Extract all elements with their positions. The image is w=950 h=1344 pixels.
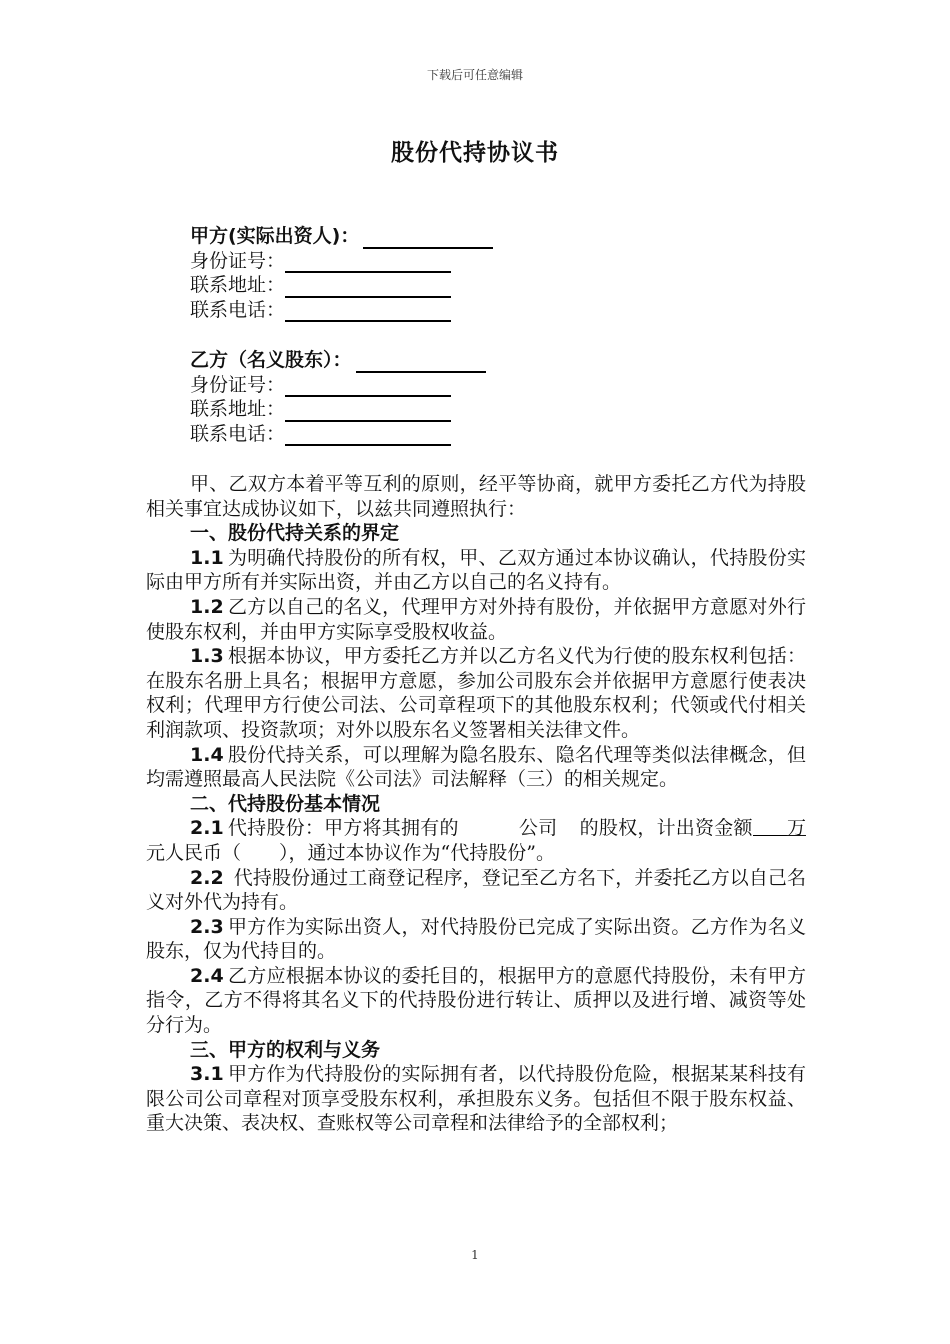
party-b-block xyxy=(190,348,486,446)
document-title: 股份代持协议书 xyxy=(391,140,559,166)
amount-blank xyxy=(753,817,787,839)
section-1-heading: 一、股份代持关系的界定 xyxy=(190,522,400,545)
party-a-phone-label: 联系电话： xyxy=(190,298,286,321)
clause-text-part: 的股权，计出资金额 xyxy=(579,817,753,840)
clause-2-1 xyxy=(146,816,806,865)
party-b-address-blank xyxy=(285,402,451,422)
party-a-heading: 甲方(实际出资人)： xyxy=(190,225,360,247)
clause-text: 股份代持关系，可以理解为隐名股东、隐名代理等类似法律概念，但均需遵照最高人民法院《公司法》司法解释（三）的相关规定。 xyxy=(146,743,806,791)
clause-number: 2.3 xyxy=(190,915,224,938)
clause-text-part: 公司 xyxy=(518,817,558,840)
header-note: 下载后可任意编辑 xyxy=(426,68,523,82)
clause-number: 1.1 xyxy=(190,546,224,569)
clause-text: 代持股份通过工商登记程序，登记至乙方名下，并委托乙方以自己名义对外代为持有。 xyxy=(146,866,806,914)
party-a-heading-row xyxy=(190,224,493,249)
amount-unit: 万 xyxy=(786,817,806,840)
clause-1-4 xyxy=(146,743,806,792)
party-b-heading: 乙方（名义股东）： xyxy=(190,349,352,371)
clause-text-part: ），通过本协议作为“代持股份”。 xyxy=(279,841,555,864)
party-b-id-row xyxy=(190,373,486,398)
section-3-heading: 三、甲方的权利与义务 xyxy=(190,1038,381,1061)
clause-number: 3.1 xyxy=(190,1063,224,1086)
party-a-address-blank xyxy=(285,278,451,298)
clause-text: 根据本协议，甲方委托乙方并以乙方名义代为行使的股东权利包括：在股东名册上具名；根据甲方意愿，参加公司股东会并依据甲方意愿行使表决权利；代理甲方行使公司法、公司章程项下的其他股东权利；代领或代付相关利润款项、投资款项；对外以股东名义签署相关法律文件。 xyxy=(146,645,806,741)
party-a-id-row xyxy=(190,249,493,274)
clause-text-part: 代持股份：甲方将其拥有的 xyxy=(227,817,459,840)
party-a-address-row xyxy=(190,273,493,298)
party-b-address-label: 联系地址： xyxy=(190,398,286,420)
party-b-phone-blank xyxy=(285,426,451,446)
clause-number: 1.2 xyxy=(190,595,224,618)
party-a-address-label: 联系地址： xyxy=(190,274,286,296)
clause-2-4 xyxy=(146,964,806,1038)
clause-2-2 xyxy=(146,866,806,915)
party-b-phone-row xyxy=(190,422,486,447)
party-a-name-blank xyxy=(363,229,493,249)
party-a-block xyxy=(190,224,493,322)
party-b-name-blank xyxy=(356,353,486,373)
intro-paragraph: 甲、乙双方本着平等互利的原则，经平等协商，就甲方委托乙方代为持股相关事宜达成协议如下，以兹共同遵照执行： xyxy=(146,473,806,520)
section-2-heading: 二、代持股份基本情况 xyxy=(190,792,381,815)
clause-1-3 xyxy=(146,644,806,742)
clause-number: 2.2 xyxy=(190,866,224,889)
party-a-id-label: 身份证号： xyxy=(190,249,286,272)
clause-3-1 xyxy=(146,1062,806,1136)
clause-text-part: 元人民币（ xyxy=(146,841,242,864)
party-a-phone-row xyxy=(190,298,493,323)
clause-number: 2.1 xyxy=(190,817,224,840)
clause-number: 2.4 xyxy=(190,964,224,987)
party-b-heading-row xyxy=(190,348,486,373)
clause-text: 乙方应根据本协议的委托目的，根据甲方的意愿代持股份，未有甲方指令，乙方不得将其名义下的代持股份进行转让、质押以及进行增、减资等处分行为。 xyxy=(146,964,806,1037)
party-b-phone-label: 联系电话： xyxy=(190,422,286,445)
clause-text: 乙方以自己的名义，代理甲方对外持有股份，并依据甲方意愿对外行使股东权利，并由甲方实际享受股权收益。 xyxy=(146,595,806,643)
clause-text: 甲方作为实际出资人，对代持股份已完成了实际出资。乙方作为名义股东，仅为代持目的。 xyxy=(146,915,806,963)
clause-text: 甲方作为代持股份的实际拥有者，以代持股份危险，根据某某科技有限公司公司章程对顶享受股东权利，承担股东义务。包括但不限于股东权益、重大决策、表决权、查账权等公司章程和法律给予的全部权利； xyxy=(146,1063,806,1135)
party-b-id-label: 身份证号： xyxy=(190,373,286,396)
agreement-body xyxy=(146,472,806,1136)
party-a-id-blank xyxy=(285,253,451,273)
page-number: 1 xyxy=(471,1248,479,1262)
party-b-id-blank xyxy=(285,377,451,397)
clause-number: 1.4 xyxy=(190,743,224,766)
clause-1-1 xyxy=(146,546,806,595)
clause-text: 为明确代持股份的所有权，甲、乙双方通过本协议确认，代持股份实际由甲方所有并实际出资，并由乙方以自己的名义持有。 xyxy=(146,546,806,594)
clause-2-3 xyxy=(146,915,806,964)
party-a-phone-blank xyxy=(285,302,451,322)
clause-number: 1.3 xyxy=(190,645,224,668)
party-b-address-row xyxy=(190,397,486,422)
clause-1-2 xyxy=(146,595,806,644)
